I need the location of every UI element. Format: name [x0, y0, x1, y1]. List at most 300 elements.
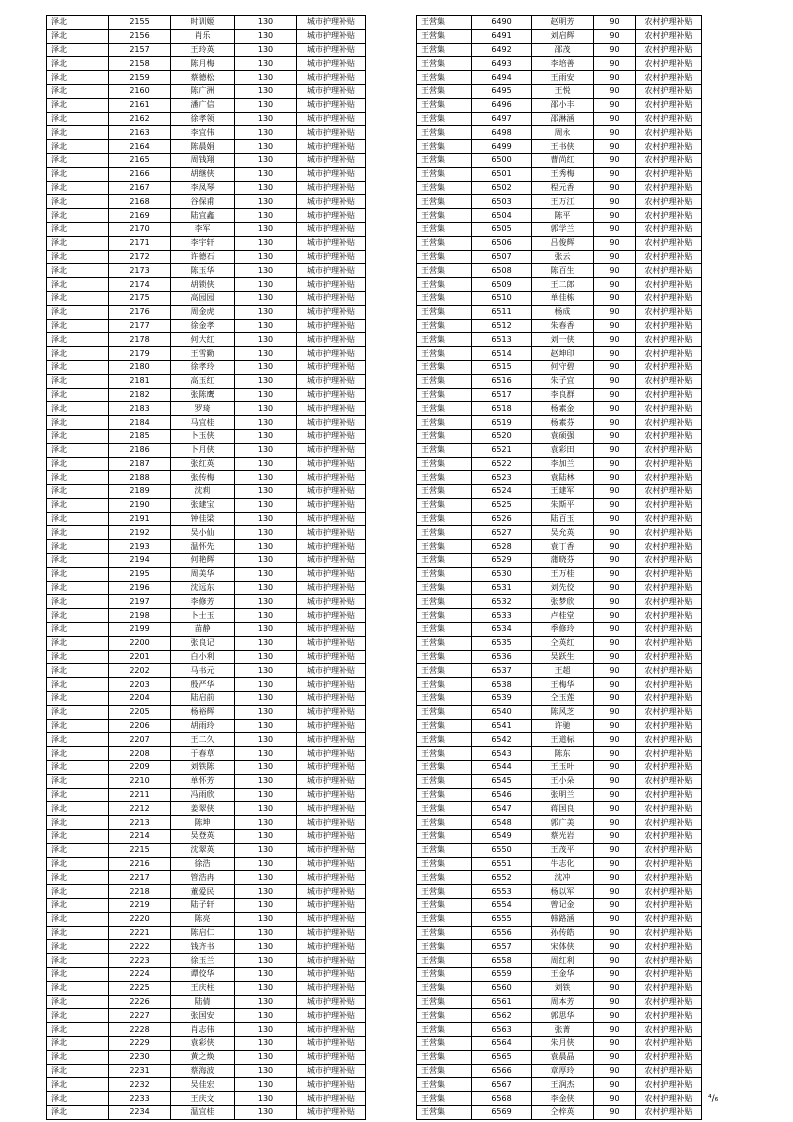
id-cell: 2159	[109, 71, 171, 85]
id-cell: 6552	[472, 871, 532, 885]
id-cell: 6534	[472, 623, 532, 637]
name-cell: 陈启仁	[171, 926, 235, 940]
table-row	[417, 830, 702, 844]
amount-cell: 90	[594, 278, 636, 292]
area-cell: 王营集	[417, 940, 472, 954]
name-cell: 蔡海波	[171, 1064, 235, 1078]
id-cell: 2194	[109, 554, 171, 568]
id-cell: 6502	[472, 181, 532, 195]
category-cell: 农村护理补贴	[636, 278, 702, 292]
name-cell: 张良记	[171, 636, 235, 650]
category-cell: 城市护理补贴	[297, 1009, 366, 1023]
name-cell: 王梅华	[532, 678, 594, 692]
area-cell: 泽北	[47, 140, 109, 154]
category-cell: 农村护理补贴	[636, 84, 702, 98]
category-cell: 农村护理补贴	[636, 623, 702, 637]
table-row	[47, 319, 366, 333]
amount-cell: 90	[594, 498, 636, 512]
category-cell: 农村护理补贴	[636, 995, 702, 1009]
table-row	[417, 29, 702, 43]
amount-cell: 90	[594, 650, 636, 664]
id-cell: 2220	[109, 912, 171, 926]
category-cell: 农村护理补贴	[636, 429, 702, 443]
name-cell: 姜翠侠	[171, 802, 235, 816]
name-cell: 王秀梅	[532, 167, 594, 181]
area-cell: 王营集	[417, 1036, 472, 1050]
id-cell: 2166	[109, 167, 171, 181]
id-cell: 2210	[109, 774, 171, 788]
amount-cell: 130	[235, 498, 297, 512]
category-cell: 城市护理补贴	[297, 498, 366, 512]
area-cell: 王营集	[417, 471, 472, 485]
name-cell: 何大红	[171, 333, 235, 347]
amount-cell: 90	[594, 512, 636, 526]
category-cell: 农村护理补贴	[636, 360, 702, 374]
table-row	[47, 84, 366, 98]
id-cell: 6546	[472, 788, 532, 802]
table-row	[47, 416, 366, 430]
name-cell: 胡锁侠	[171, 278, 235, 292]
table-row	[47, 719, 366, 733]
id-cell: 6511	[472, 305, 532, 319]
id-cell: 6563	[472, 1023, 532, 1037]
table-row	[417, 1050, 702, 1064]
name-cell: 刘铁陈	[171, 761, 235, 775]
name-cell: 徐金孝	[171, 319, 235, 333]
amount-cell: 90	[594, 788, 636, 802]
area-cell: 王营集	[417, 802, 472, 816]
category-cell: 农村护理补贴	[636, 967, 702, 981]
id-cell: 6528	[472, 540, 532, 554]
area-cell: 泽北	[47, 843, 109, 857]
table-row	[417, 526, 702, 540]
name-cell: 许德石	[171, 250, 235, 264]
category-cell: 农村护理补贴	[636, 554, 702, 568]
category-cell: 城市护理补贴	[297, 126, 366, 140]
name-cell: 袁彩侠	[171, 1036, 235, 1050]
name-cell: 陈晨娟	[171, 140, 235, 154]
name-cell: 陆子轩	[171, 899, 235, 913]
table-row	[47, 678, 366, 692]
area-cell: 泽北	[47, 291, 109, 305]
id-cell: 2222	[109, 940, 171, 954]
id-cell: 6494	[472, 71, 532, 85]
id-cell: 6526	[472, 512, 532, 526]
amount-cell: 90	[594, 816, 636, 830]
name-cell: 吴跃生	[532, 650, 594, 664]
area-cell: 王营集	[417, 485, 472, 499]
category-cell: 农村护理补贴	[636, 899, 702, 913]
id-cell: 2226	[109, 995, 171, 1009]
amount-cell: 90	[594, 195, 636, 209]
area-cell: 泽北	[47, 57, 109, 71]
area-cell: 王营集	[417, 1092, 472, 1106]
amount-cell: 90	[594, 567, 636, 581]
name-cell: 吴允英	[532, 526, 594, 540]
name-cell: 袁陆林	[532, 471, 594, 485]
amount-cell: 130	[235, 1092, 297, 1106]
amount-cell: 130	[235, 650, 297, 664]
area-cell: 泽北	[47, 830, 109, 844]
area-cell: 王营集	[417, 126, 472, 140]
name-cell: 王雪勤	[171, 347, 235, 361]
amount-cell: 130	[235, 250, 297, 264]
amount-cell: 90	[594, 857, 636, 871]
table-row	[47, 664, 366, 678]
table-row	[47, 1036, 366, 1050]
id-cell: 6510	[472, 291, 532, 305]
amount-cell: 90	[594, 981, 636, 995]
table-row	[47, 1078, 366, 1092]
table-row	[47, 705, 366, 719]
name-cell: 高园园	[171, 291, 235, 305]
area-cell: 王营集	[417, 264, 472, 278]
id-cell: 6564	[472, 1036, 532, 1050]
id-cell: 2216	[109, 857, 171, 871]
amount-cell: 130	[235, 485, 297, 499]
id-cell: 2196	[109, 581, 171, 595]
name-cell: 张梦欣	[532, 595, 594, 609]
id-cell: 2181	[109, 374, 171, 388]
id-cell: 6513	[472, 333, 532, 347]
id-cell: 2198	[109, 609, 171, 623]
id-cell: 6508	[472, 264, 532, 278]
area-cell: 王营集	[417, 747, 472, 761]
amount-cell: 90	[594, 319, 636, 333]
amount-cell: 90	[594, 402, 636, 416]
name-cell: 李军	[171, 222, 235, 236]
name-cell: 周钱翔	[171, 153, 235, 167]
id-cell: 2211	[109, 788, 171, 802]
id-cell: 2177	[109, 319, 171, 333]
name-cell: 刘启辉	[532, 29, 594, 43]
id-cell: 6504	[472, 209, 532, 223]
name-cell: 杨以军	[532, 885, 594, 899]
id-cell: 6547	[472, 802, 532, 816]
category-cell: 城市护理补贴	[297, 43, 366, 57]
amount-cell: 90	[594, 485, 636, 499]
area-cell: 泽北	[47, 195, 109, 209]
id-cell: 2175	[109, 291, 171, 305]
id-cell: 6530	[472, 567, 532, 581]
name-cell: 王二久	[171, 733, 235, 747]
area-cell: 泽北	[47, 222, 109, 236]
table-row	[417, 885, 702, 899]
id-cell: 6549	[472, 830, 532, 844]
id-cell: 6545	[472, 774, 532, 788]
amount-cell: 90	[594, 1036, 636, 1050]
amount-cell: 130	[235, 912, 297, 926]
amount-cell: 90	[594, 705, 636, 719]
amount-cell: 90	[594, 761, 636, 775]
table-row	[417, 1064, 702, 1078]
name-cell: 季修玲	[532, 623, 594, 637]
table-row	[417, 719, 702, 733]
table-row	[47, 650, 366, 664]
table-row	[417, 857, 702, 871]
table-row	[47, 899, 366, 913]
amount-cell: 130	[235, 471, 297, 485]
table-row	[47, 195, 366, 209]
id-cell: 2195	[109, 567, 171, 581]
area-cell: 泽北	[47, 733, 109, 747]
amount-cell: 90	[594, 885, 636, 899]
id-cell: 2162	[109, 112, 171, 126]
id-cell: 2188	[109, 471, 171, 485]
area-cell: 王营集	[417, 278, 472, 292]
amount-cell: 90	[594, 747, 636, 761]
category-cell: 城市护理补贴	[297, 360, 366, 374]
area-cell: 泽北	[47, 98, 109, 112]
name-cell: 肖志伟	[171, 1023, 235, 1037]
id-cell: 2168	[109, 195, 171, 209]
amount-cell: 130	[235, 319, 297, 333]
id-cell: 6520	[472, 429, 532, 443]
area-cell: 王营集	[417, 843, 472, 857]
name-cell: 王庆文	[171, 1092, 235, 1106]
area-cell: 王营集	[417, 512, 472, 526]
id-cell: 6566	[472, 1064, 532, 1078]
category-cell: 农村护理补贴	[636, 912, 702, 926]
table-row	[47, 981, 366, 995]
amount-cell: 90	[594, 554, 636, 568]
category-cell: 城市护理补贴	[297, 926, 366, 940]
id-cell: 2180	[109, 360, 171, 374]
category-cell: 农村护理补贴	[636, 167, 702, 181]
name-cell: 董爱民	[171, 885, 235, 899]
name-cell: 李宇轩	[171, 236, 235, 250]
id-cell: 2165	[109, 153, 171, 167]
table-row	[417, 1036, 702, 1050]
category-cell: 农村护理补贴	[636, 181, 702, 195]
category-cell: 城市护理补贴	[297, 112, 366, 126]
table-row	[47, 360, 366, 374]
amount-cell: 90	[594, 843, 636, 857]
area-cell: 泽北	[47, 485, 109, 499]
table-row	[47, 126, 366, 140]
name-cell: 高玉红	[171, 374, 235, 388]
amount-cell: 90	[594, 71, 636, 85]
id-cell: 2179	[109, 347, 171, 361]
area-cell: 王营集	[417, 623, 472, 637]
category-cell: 农村护理补贴	[636, 485, 702, 499]
name-cell: 王润杰	[532, 1078, 594, 1092]
area-cell: 王营集	[417, 926, 472, 940]
id-cell: 2157	[109, 43, 171, 57]
name-cell: 张建宝	[171, 498, 235, 512]
category-cell: 农村护理补贴	[636, 333, 702, 347]
table-row	[47, 222, 366, 236]
name-cell: 沈远东	[171, 581, 235, 595]
table-row	[47, 29, 366, 43]
amount-cell: 130	[235, 554, 297, 568]
amount-cell: 130	[235, 692, 297, 706]
id-cell: 2170	[109, 222, 171, 236]
amount-cell: 130	[235, 885, 297, 899]
amount-cell: 130	[235, 236, 297, 250]
id-cell: 2174	[109, 278, 171, 292]
area-cell: 王营集	[417, 84, 472, 98]
id-cell: 6542	[472, 733, 532, 747]
id-cell: 6497	[472, 112, 532, 126]
category-cell: 农村护理补贴	[636, 443, 702, 457]
name-cell: 王万江	[532, 195, 594, 209]
id-cell: 2224	[109, 967, 171, 981]
area-cell: 泽北	[47, 871, 109, 885]
name-cell: 周美华	[171, 567, 235, 581]
name-cell: 周永	[532, 126, 594, 140]
name-cell: 郭思华	[532, 1009, 594, 1023]
id-cell: 6529	[472, 554, 532, 568]
area-cell: 王营集	[417, 167, 472, 181]
id-cell: 2155	[109, 16, 171, 30]
amount-cell: 130	[235, 926, 297, 940]
table-row	[417, 747, 702, 761]
category-cell: 城市护理补贴	[297, 719, 366, 733]
id-cell: 6558	[472, 954, 532, 968]
category-cell: 农村护理补贴	[636, 471, 702, 485]
category-cell: 城市护理补贴	[297, 733, 366, 747]
category-cell: 城市护理补贴	[297, 650, 366, 664]
id-cell: 6519	[472, 416, 532, 430]
table-row	[47, 153, 366, 167]
id-cell: 6539	[472, 692, 532, 706]
table-row	[417, 967, 702, 981]
name-cell: 徐孝领	[171, 112, 235, 126]
category-cell: 城市护理补贴	[297, 333, 366, 347]
table-row	[47, 512, 366, 526]
name-cell: 王超	[532, 664, 594, 678]
category-cell: 农村护理补贴	[636, 1092, 702, 1106]
area-cell: 王营集	[417, 719, 472, 733]
amount-cell: 90	[594, 678, 636, 692]
amount-cell: 130	[235, 429, 297, 443]
name-cell: 王道标	[532, 733, 594, 747]
category-cell: 城市护理补贴	[297, 250, 366, 264]
area-cell: 王营集	[417, 733, 472, 747]
name-cell: 杨素金	[532, 402, 594, 416]
area-cell: 王营集	[417, 1078, 472, 1092]
category-cell: 城市护理补贴	[297, 181, 366, 195]
table-row	[47, 636, 366, 650]
area-cell: 泽北	[47, 940, 109, 954]
id-cell: 2173	[109, 264, 171, 278]
amount-cell: 130	[235, 1023, 297, 1037]
id-cell: 6518	[472, 402, 532, 416]
category-cell: 城市护理补贴	[297, 692, 366, 706]
category-cell: 农村护理补贴	[636, 733, 702, 747]
table-row	[47, 250, 366, 264]
area-cell: 泽北	[47, 112, 109, 126]
amount-cell: 130	[235, 43, 297, 57]
category-cell: 城市护理补贴	[297, 995, 366, 1009]
amount-cell: 130	[235, 581, 297, 595]
area-cell: 王营集	[417, 153, 472, 167]
area-cell: 泽北	[47, 1023, 109, 1037]
area-cell: 王营集	[417, 816, 472, 830]
table-row	[47, 112, 366, 126]
area-cell: 王营集	[417, 112, 472, 126]
id-cell: 2176	[109, 305, 171, 319]
id-cell: 6559	[472, 967, 532, 981]
area-cell: 王营集	[417, 967, 472, 981]
name-cell: 徐玉兰	[171, 954, 235, 968]
page-corner-mark: ⁴/₆	[708, 1094, 719, 1104]
amount-cell: 130	[235, 153, 297, 167]
category-cell: 城市护理补贴	[297, 209, 366, 223]
amount-cell: 130	[235, 761, 297, 775]
id-cell: 6500	[472, 153, 532, 167]
id-cell: 6501	[472, 167, 532, 181]
category-cell: 农村护理补贴	[636, 1105, 702, 1119]
table-row	[417, 733, 702, 747]
id-cell: 2230	[109, 1050, 171, 1064]
amount-cell: 130	[235, 140, 297, 154]
id-cell: 6512	[472, 319, 532, 333]
table-row	[47, 526, 366, 540]
name-cell: 罗琦	[171, 402, 235, 416]
amount-cell: 90	[594, 802, 636, 816]
category-cell: 城市护理补贴	[297, 29, 366, 43]
area-cell: 泽北	[47, 16, 109, 30]
category-cell: 城市护理补贴	[297, 264, 366, 278]
area-cell: 王营集	[417, 1105, 472, 1119]
name-cell: 卜士玉	[171, 609, 235, 623]
area-cell: 王营集	[417, 140, 472, 154]
name-cell: 王万桂	[532, 567, 594, 581]
area-cell: 泽北	[47, 374, 109, 388]
area-cell: 王营集	[417, 857, 472, 871]
id-cell: 2223	[109, 954, 171, 968]
area-cell: 王营集	[417, 416, 472, 430]
name-cell: 吕俊辉	[532, 236, 594, 250]
name-cell: 沈冲	[532, 871, 594, 885]
table-row	[47, 623, 366, 637]
area-cell: 王营集	[417, 650, 472, 664]
area-cell: 泽北	[47, 1105, 109, 1119]
amount-cell: 90	[594, 1078, 636, 1092]
id-cell: 2217	[109, 871, 171, 885]
area-cell: 王营集	[417, 498, 472, 512]
category-cell: 城市护理补贴	[297, 705, 366, 719]
table-row	[47, 498, 366, 512]
name-cell: 赵坤印	[532, 347, 594, 361]
area-cell: 泽北	[47, 167, 109, 181]
area-cell: 王营集	[417, 1064, 472, 1078]
category-cell: 城市护理补贴	[297, 16, 366, 30]
table-row	[417, 995, 702, 1009]
id-cell: 6493	[472, 57, 532, 71]
amount-cell: 90	[594, 291, 636, 305]
table-row	[417, 278, 702, 292]
area-cell: 王营集	[417, 1050, 472, 1064]
name-cell: 王书侠	[532, 140, 594, 154]
id-cell: 2209	[109, 761, 171, 775]
table-row	[47, 457, 366, 471]
name-cell: 黄之焕	[171, 1050, 235, 1064]
table-row	[417, 650, 702, 664]
area-cell: 泽北	[47, 43, 109, 57]
amount-cell: 90	[594, 926, 636, 940]
area-cell: 王营集	[417, 1023, 472, 1037]
name-cell: 张云	[532, 250, 594, 264]
amount-cell: 130	[235, 1064, 297, 1078]
area-cell: 泽北	[47, 705, 109, 719]
table-row	[417, 802, 702, 816]
table-row	[417, 167, 702, 181]
id-cell: 6562	[472, 1009, 532, 1023]
amount-cell: 130	[235, 843, 297, 857]
